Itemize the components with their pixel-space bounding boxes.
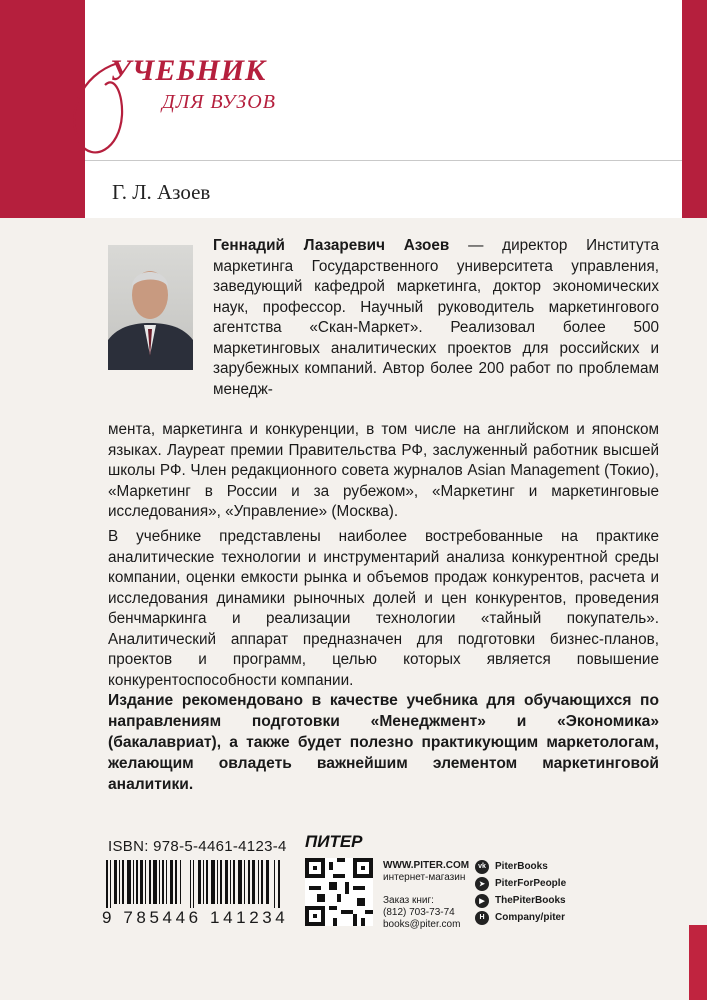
telegram-icon: ➤: [475, 877, 489, 891]
social-label: Company/piter: [495, 912, 566, 923]
barcode-digits: 9 785446 141234: [102, 908, 289, 927]
social-link-habr[interactable]: [475, 909, 566, 926]
publisher-logo: [305, 832, 363, 852]
recommendation-text: Издание рекомендовано в качестве учебника для обучающихся по направлениям подготовки «Менеджмент» и «Экономика» (бакалавриат), а также будет полезно практикующим маркетологам, желающим овладеть важнейшим элементом маркетинговой аналитики.: [108, 692, 659, 793]
author-photo: [108, 245, 193, 370]
qr-code-icon: [305, 858, 373, 926]
publisher-shop: [383, 860, 469, 884]
right-red-band: [682, 0, 707, 218]
social-label: PiterBooks: [495, 861, 548, 872]
social-link-youtube[interactable]: [475, 892, 566, 909]
publisher-site-link[interactable]: WWW.PITER.COM: [383, 860, 470, 871]
publisher-logo-text: ПИТЕР: [305, 832, 363, 851]
series-line-2: ДЛЯ ВУЗОВ: [162, 91, 276, 113]
orders-phone: (812) 703-73-74: [383, 907, 455, 918]
orders-email[interactable]: books@piter.com: [383, 919, 461, 930]
habr-icon: H: [475, 911, 489, 925]
orders-label: Заказ книг:: [383, 895, 434, 906]
author-bio: [213, 236, 659, 400]
book-description: В учебнике представлены наиболее востребованные на практике аналитические технологии и инструментарий анализа конкурентной среды компании, оценки емкости рынка и объемов продаж конкурентов, расчета и исследования динамики рыночных долей и цен конкурентов, проведения бенчмаркинга и реализации технологии «тайный покупатель». Аналитический аппарат предназначен для подготовки бизнес-планов, проектов и программ, целью которых является повышение конкурентоспособности компании.: [108, 528, 659, 689]
barcode-icon: [102, 860, 287, 908]
social-link-vk[interactable]: [475, 858, 566, 875]
series-line-1: УЧЕБНИК: [110, 54, 267, 87]
publisher-shop-label: интернет-магазин: [383, 872, 466, 883]
right-red-corner: [689, 925, 707, 1000]
social-link-telegram[interactable]: [475, 875, 566, 892]
social-label: ThePiterBooks: [495, 895, 566, 906]
author-bio-name: Геннадий Лазаревич Азоев: [213, 237, 450, 254]
publisher-orders: [383, 895, 460, 931]
author-bio-text: — директор Института маркетинга Государственного университета управления, заведующий кафедрой маркетинга, доктор экономических наук, профессор. Научный руководитель маркетингового агентства «Скан-Маркет». Реализовал более 500 маркетинговых аналитических проектов для российских и зарубежных компаний. Автор более 200 работ по проблемам менедж-: [213, 237, 659, 398]
author-name-header: Г. Л. Азоев: [112, 180, 211, 204]
vk-icon: vk: [475, 860, 489, 874]
youtube-icon: ▶: [475, 894, 489, 908]
isbn-label: ISBN: 978-5-4461-4123-4: [108, 838, 287, 855]
author-bio-continued: мента, маркетинга и конкуренции, в том числе на английском и японском языках. Лауреат премии Правительства РФ, заслуженный работник высшей школы РФ. Член редакционного совета журналов Asian Management (Токио), «Маркетинг в России и за рубежом», «Маркетинг и маркетинговые исследования», «Управление» (Москва).: [108, 421, 659, 520]
social-links: [475, 858, 566, 926]
social-label: PiterForPeople: [495, 878, 567, 889]
